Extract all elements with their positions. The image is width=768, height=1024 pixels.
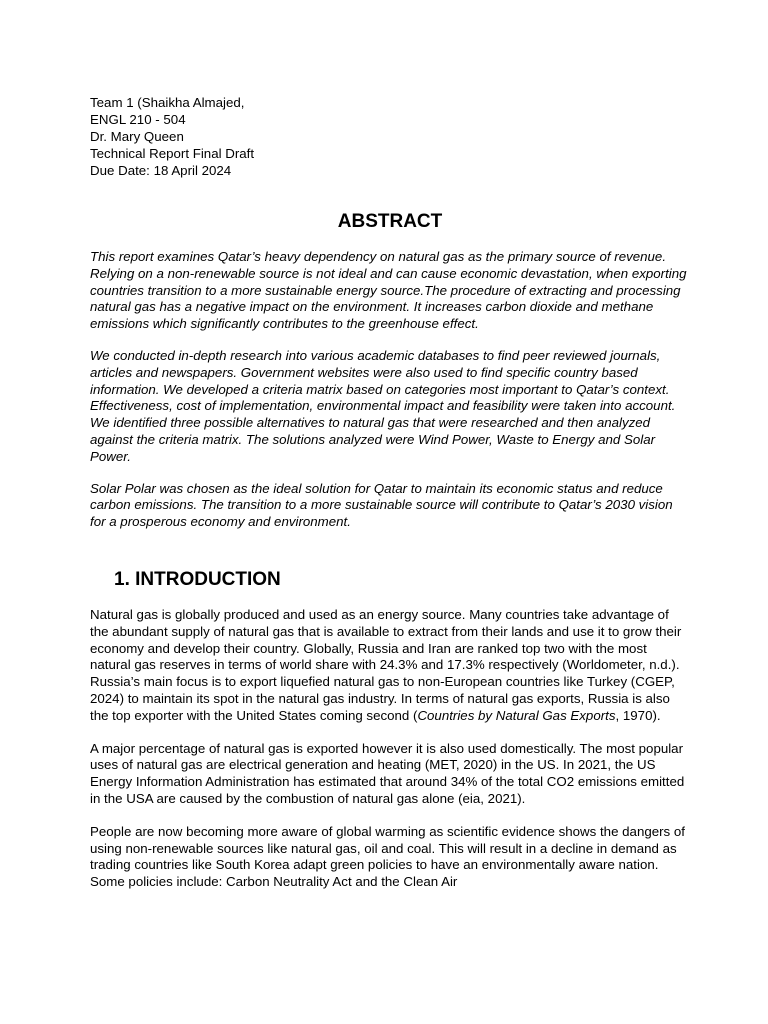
due-date-line: Due Date: 18 April 2024 [90,163,232,178]
course-line: ENGL 210 - 504 [90,112,186,127]
report-type-line: Technical Report Final Draft [90,146,255,161]
document-page [90,94,690,907]
citation-title: Countries by Natural Gas Exports [417,707,616,723]
introduction-heading: 1. INTRODUCTION [114,568,281,590]
instructor-line: Dr. Mary Queen [90,129,184,144]
body-paragraph: A major percentage of natural gas is exported however it is also used domestically. The most popular uses of natural gas are electrical generation and heating (MET, 2020) in the US. In 2021, the US Energy Information Administration has estimated that around 34% of the total CO2 emissions emitted in the USA are caused by the combustion of natural gas alone (eia, 2021). [90,740,685,806]
paragraph-text: Natural gas is globally produced and used as an energy source. Many countries take advantage of the abundant supply of natural gas that is available to extract from their lands and use it to grow their economy and develop their country. Globally, Russia and Iran are ranked top two with the most natural gas reserves in terms of world share with 24.3% and 17.3% respectively (Worldometer, n.d.). Russia’s main focus is to export liquefied natural gas to non-European countries like Turkey (CGEP, 2024) to maintain its spot in the natural gas industry. In terms of natural gas exports, Russia is also the top exporter with the United States coming second ( [90,606,682,723]
team-line: Team 1 (Shaikha Almajed, [90,95,245,110]
abstract-paragraph: We conducted in-depth research into various academic databases to find peer reviewed journals, articles and newspapers. Government websites were also used to find specific country based information. We developed a criteria matrix based on categories most important to Qatar’s context. Effectiveness, cost of implementation, environmental impact and feasibility were taken into account. We identified three possible alternatives to natural gas that were researched and then analyzed against the criteria matrix. The solutions analyzed were Wind Power, Waste to Energy and Solar Power. [90,347,676,464]
abstract-paragraph: Solar Polar was chosen as the ideal solution for Qatar to maintain its economic status and reduce carbon emissions. The transition to a more sustainable source will contribute to Qatar’s 2030 vision for a prosperous economy and environment. [90,480,673,530]
abstract-heading: ABSTRACT [337,211,443,232]
body-paragraph [90,607,690,725]
document-header [90,94,690,179]
abstract-paragraph: This report examines Qatar’s heavy dependency on natural gas as the primary source of revenue. Relying on a non-renewable source is not ideal and can cause economic devastation, when exporting countries transition to a more sustainable energy source.The procedure of extracting and processing natural gas has a negative impact on the environment. It increases carbon dioxide and methane emissions which significantly contributes to the greenhouse effect. [90,249,687,332]
body-paragraph: People are now becoming more aware of global warming as scientific evidence shows the dangers of using non-renewable sources like natural gas, oil and coal. This will result in a decline in demand as trading countries like South Korea adapt green policies to have an environmentally aware nation. Some policies include: Carbon Neutrality Act and the Clean Air [90,823,685,890]
paragraph-text: , 1970). [615,707,661,723]
